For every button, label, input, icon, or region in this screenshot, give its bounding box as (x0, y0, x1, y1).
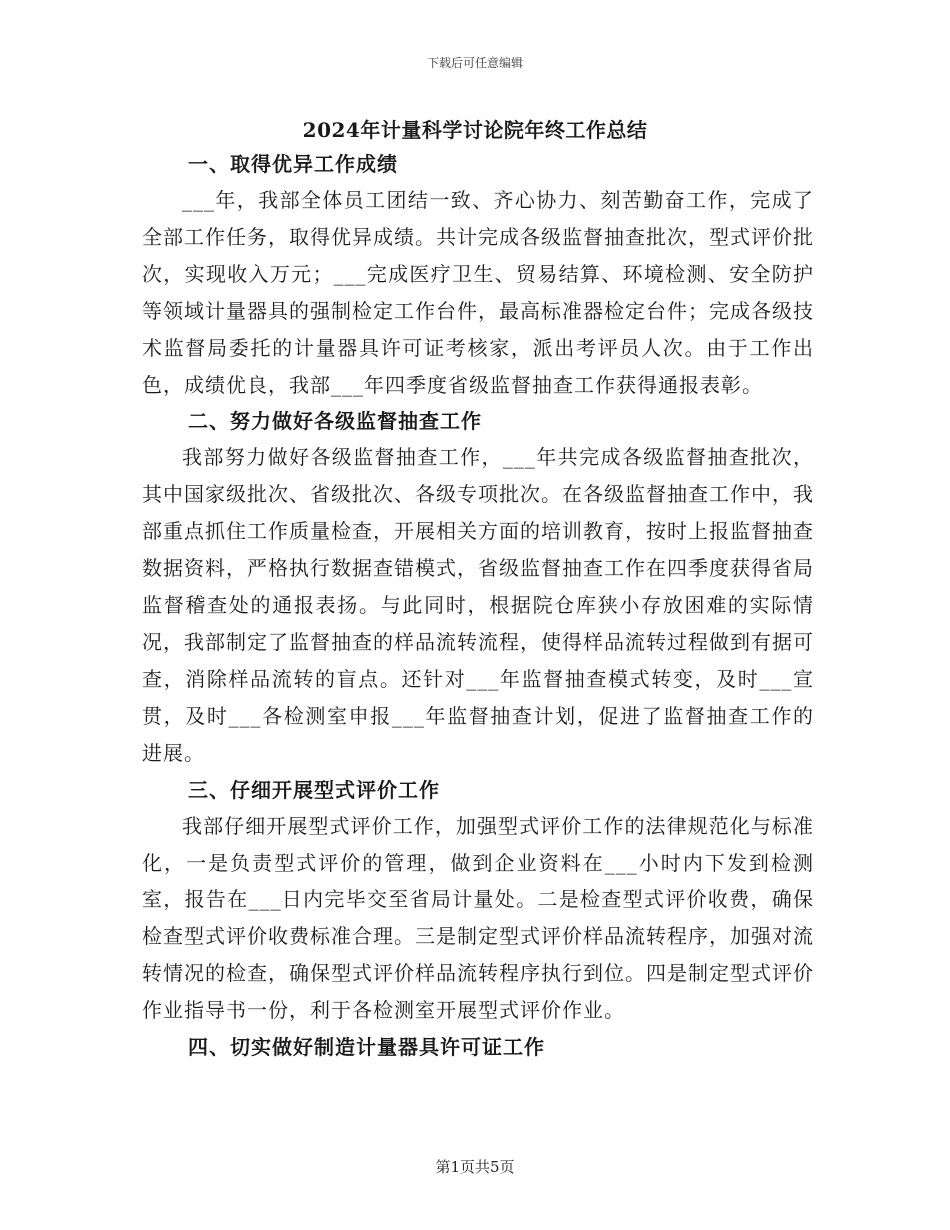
section-heading: 一、取得优异工作成绩 (188, 152, 398, 176)
section-1 (142, 146, 814, 403)
section-2 (142, 403, 814, 771)
section-3 (142, 772, 814, 1029)
document-title: 2024年计量科学讨论院年终工作总结 (302, 118, 648, 142)
section-4 (142, 1029, 814, 1065)
section-paragraph: 我部努力做好各级监督抽查工作，___年共完成各级监督抽查批次，其中国家级批次、省级批次、各级专项批次。在各级监督抽查工作中，我部重点抓住工作质量检查，开展相关方面的培训教育，按时上报监督抽查数据资料，严格执行数据查错模式，省级监督抽查工作在四季度获得省局监督稽查处的通报表扬。与此同时，根据院仓库狭小存放困难的实际情况，我部制定了监督抽查的样品流转流程，使得样品流转过程做到有据可查，消除样品流转的盲点。还针对___年监督抽查模式转变，及时___宣贯，及时___各检测室申报___年监督抽查计划，促进了监督抽查工作的进展。 (142, 445, 814, 765)
section-heading: 四、切实做好制造计量器具许可证工作 (188, 1035, 545, 1060)
section-paragraph: 我部仔细开展型式评价工作，加强型式评价工作的法律规范化与标准化，一是负责型式评价的管理，做到企业资料在___小时内下发到检测室，报告在___日内完毕交至省局计量处。二是检查型式评价收费，确保检查型式评价收费标准合理。三是制定型式评价样品流转程序，加强对流转情况的检查，确保型式评价样品流转程序执行到位。四是制定型式评价作业指导书一份，利于各检测室开展型式评价作业。 (142, 813, 814, 1023)
document-body (142, 146, 814, 1065)
header-note: 下载后可任意编辑 (426, 56, 523, 70)
page-footer: 第1页共5页 (435, 1158, 515, 1176)
section-heading: 二、努力做好各级监督抽查工作 (188, 409, 482, 434)
section-heading: 三、仔细开展型式评价工作 (188, 777, 440, 802)
section-paragraph: ___年，我部全体员工团结一致、齐心协力、刻苦勤奋工作，完成了全部工作任务，取得优异成绩。共计完成各级监督抽查批次，型式评价批次，实现收入万元；___完成医疗卫生、贸易结算、环境检测、安全防护等领域计量器具的强制检定工作台件，最高标准器检定台件；完成各级技术监督局委托的计量器具许可证考核家，派出考评员人次。由于工作出色，成绩优良，我部___年四季度省级监督抽查工作获得通报表彰。 (142, 188, 814, 397)
